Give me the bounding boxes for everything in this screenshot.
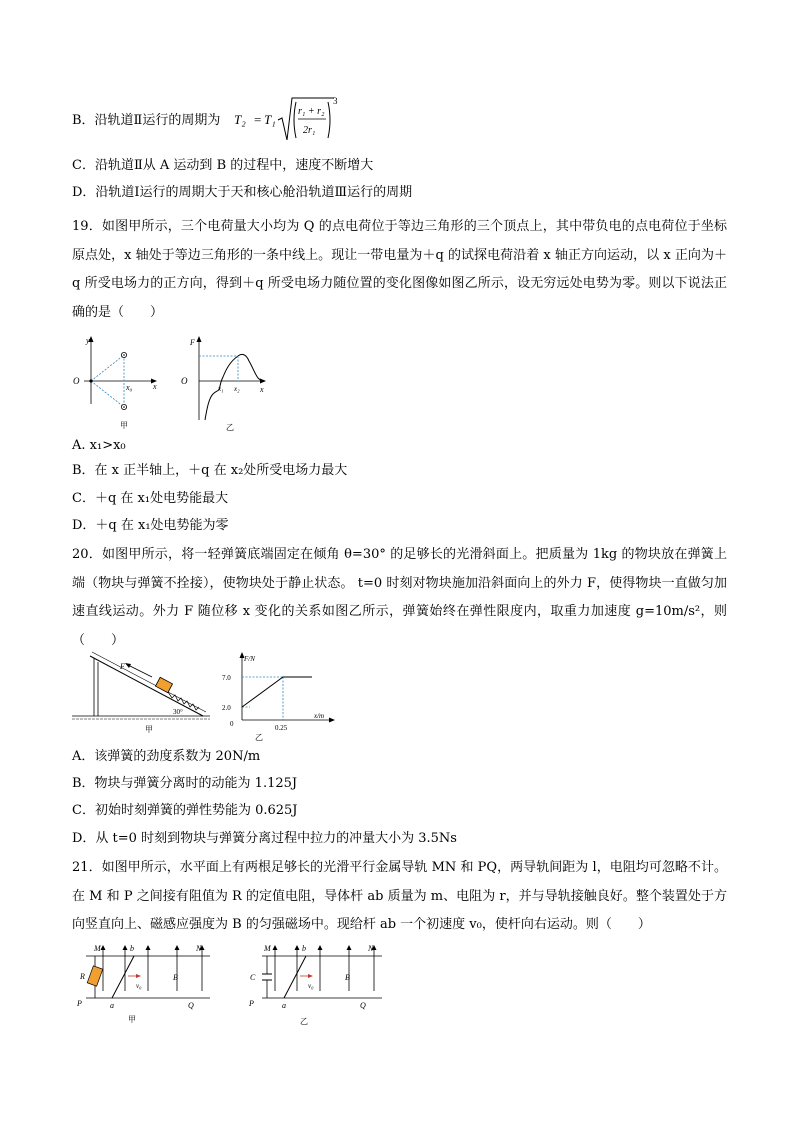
svg-text:v₀: v₀ [308, 982, 314, 990]
svg-text:O: O [181, 376, 188, 386]
q18-period-formula [232, 94, 342, 146]
q20-option-a: A．该弹簧的劲度系数为 20N/m [72, 749, 261, 764]
svg-text:甲: 甲 [128, 1015, 136, 1024]
svg-text:x/m: x/m [314, 712, 325, 720]
q20-option-c: C．初始时刻弹簧的弹性势能为 0.625J [72, 803, 298, 818]
svg-text:N: N [368, 944, 374, 953]
q20-option-d: D．从 t=0 时刻到物块与弹簧分离过程中拉力的冲量大小为 3.5Ns [72, 831, 457, 846]
svg-text:P: P [77, 999, 82, 1008]
q21-stem: 21．如图甲所示，水平面上有两根足够长的光滑平行金属导轨 MN 和 PQ，两导轨间距为 l，电阻均可忽略不计。在 M 和 P 之间接有阻值为 R 的定值电阻，导体杆 ab 质量为 m、电阻为 r，并与导轨接触良好。整个装置处于方向竖直向上、磁感应强度为 B 的匀强磁场中。现给杆 ab 一个初速度 v₀，使杆向右运动。则（ ） [72, 860, 727, 932]
svg-text:v₀: v₀ [136, 982, 142, 990]
svg-text:B: B [173, 973, 178, 982]
formula-t1: T₁ [264, 112, 276, 127]
svg-text:x₂: x₂ [234, 385, 240, 393]
svg-text:x₁: x₁ [218, 385, 224, 393]
q18-option-d: D．沿轨道Ⅰ运行的周期大于天和核心舱沿轨道Ⅲ运行的周期 [72, 185, 413, 200]
q18-option-b [72, 112, 732, 130]
svg-text:b: b [130, 944, 134, 953]
svg-text:x₀: x₀ [126, 383, 133, 392]
svg-text:M: M [264, 944, 271, 953]
formula-exp: 3 [333, 96, 338, 106]
svg-text:乙: 乙 [300, 1017, 308, 1026]
q18-option-b-text: B．沿轨道Ⅱ运行的周期为 [72, 113, 221, 128]
q20-figures [70, 650, 350, 742]
svg-text:C: C [250, 973, 256, 982]
svg-text:F/N: F/N [244, 655, 255, 663]
formula-den: 2r₁ [303, 125, 316, 136]
svg-text:N: N [196, 944, 202, 953]
svg-text:P: P [249, 999, 254, 1008]
svg-text:O: O [73, 376, 80, 386]
svg-text:x: x [153, 382, 157, 391]
q18-option-c: C．沿轨道Ⅱ从 A 运动到 B 的过程中，速度不断增大 [72, 158, 374, 173]
svg-text:甲: 甲 [120, 421, 128, 430]
q21-figure-jia [76, 944, 210, 1024]
formula-num: r₁ + r₂ [298, 106, 325, 117]
q19-figure-jia [73, 336, 157, 430]
q19-option-b: B．在 x 正半轴上，＋q 在 x₂处所受电场力最大 [72, 463, 348, 478]
svg-text:R: R [80, 972, 85, 981]
svg-text:y: y [86, 336, 90, 345]
q19-option-c: C．＋q 在 x₁处电势能最大 [72, 491, 229, 506]
svg-text:M: M [94, 944, 101, 953]
svg-text:0.25: 0.25 [275, 724, 288, 732]
svg-text:30°: 30° [173, 708, 183, 716]
svg-text:F: F [120, 662, 125, 671]
q21-figure-yi [248, 944, 382, 1026]
svg-text:7.0: 7.0 [222, 674, 231, 682]
q20-stem: 20．如图甲所示，将一轻弹簧底端固定在倾角 θ=30° 的足够长的光滑斜面上。把质量为 1kg 的物块放在弹簧上端（物块与弹簧不拴接），使物块处于静止状态。 t=0 时刻对物块施加沿斜面向上的外力 F，使得物块一直做匀加速直线运动。外力 F 随位移 x 变化的关系如图乙所示，弹簧始终在弹性限度内，取重力加速度 g=10m/s²，则（ ） [72, 547, 727, 648]
svg-text:x: x [260, 385, 264, 394]
svg-text:Q: Q [188, 1001, 194, 1010]
svg-text:B: B [345, 973, 350, 982]
q21-figures [70, 936, 400, 1026]
svg-text:2.0: 2.0 [222, 704, 231, 712]
svg-text:F: F [190, 338, 195, 347]
svg-text:Q: Q [360, 1001, 366, 1010]
q20-figure-yi [222, 652, 335, 742]
q20-figure-jia [72, 652, 210, 734]
svg-text:乙: 乙 [255, 733, 263, 742]
svg-text:b: b [302, 944, 306, 953]
formula-eq: = [254, 112, 262, 127]
q19-stem: 19．如图甲所示，三个电荷量大小均为 Q 的点电荷位于等边三角形的三个顶点上，其中带负电的点电荷位于坐标原点处，x 轴处于等边三角形的一条中线上。现让一带电量为＋q 的试探电荷沿着 x 轴正方向运动，以 x 正向为＋q 所受电场力的正方向，得到＋q 所受电场力随位置的变化图像如图乙所示，设无穷远处电势为零。则以下说法正确的是（ ） [72, 219, 727, 320]
svg-text:甲: 甲 [145, 725, 153, 734]
svg-text:a: a [282, 1001, 286, 1010]
svg-text:a: a [110, 1001, 114, 1010]
formula-lhs: T₂ [234, 112, 246, 127]
svg-text:乙: 乙 [226, 423, 234, 432]
svg-text:0: 0 [230, 720, 234, 728]
q19-option-d: D．＋q 在 x₁处电势能为零 [72, 518, 229, 533]
q19-figure-yi [181, 336, 266, 432]
q19-figures [70, 334, 270, 436]
q19-option-a: A. x₁>x₀ [72, 438, 126, 453]
q20-option-b: B．物块与弹簧分离时的动能为 1.125J [72, 776, 298, 791]
